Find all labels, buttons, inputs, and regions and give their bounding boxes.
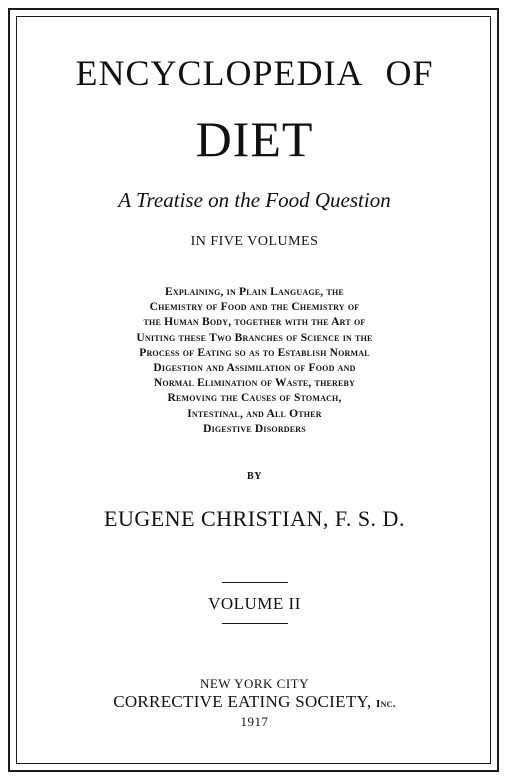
description-line: Normal Elimination of Waste, thereby: [153, 377, 356, 390]
description-line: Chemistry of Food and the Chemistry of: [149, 301, 360, 314]
description-line: Digestion and Assimilation of Food and: [153, 362, 356, 375]
by-label: BY: [247, 471, 262, 482]
description-line: Digestive Disorders: [203, 422, 306, 435]
author-name: EUGENE CHRISTIAN, F. S. D.: [104, 506, 405, 531]
subtitle: A Treatise on the Food Question: [118, 188, 391, 212]
description: [16, 285, 493, 437]
title-line-2: DIET: [195, 111, 314, 167]
imprint-year: 1917: [240, 714, 269, 729]
description-line: the Human Body, together with the Art of: [143, 316, 366, 329]
title-line-1: ENCYCLOPEDIA OF: [75, 53, 434, 93]
description-line: Intestinal, and All Other: [187, 407, 322, 420]
volume-rule-bottom: [222, 623, 288, 624]
volume-rule-top: [222, 582, 288, 583]
imprint-city: NEW YORK CITY: [199, 676, 310, 691]
description-line: Explaining, in Plain Language, the: [165, 286, 344, 298]
description-line: Removing the Causes of Stomach,: [167, 392, 342, 405]
volume-number: VOLUME II: [208, 594, 301, 613]
volumes-note: IN FIVE VOLUMES: [190, 234, 319, 249]
imprint-publisher: [16, 692, 493, 712]
publisher-name: CORRECTIVE EATING SOCIETY,: [113, 692, 372, 711]
description-line: Process of Eating so as to Establish Normal: [139, 346, 370, 359]
publisher-suffix: Inc.: [376, 698, 396, 710]
description-line: Uniting these Two Branches of Science in the: [136, 331, 373, 344]
